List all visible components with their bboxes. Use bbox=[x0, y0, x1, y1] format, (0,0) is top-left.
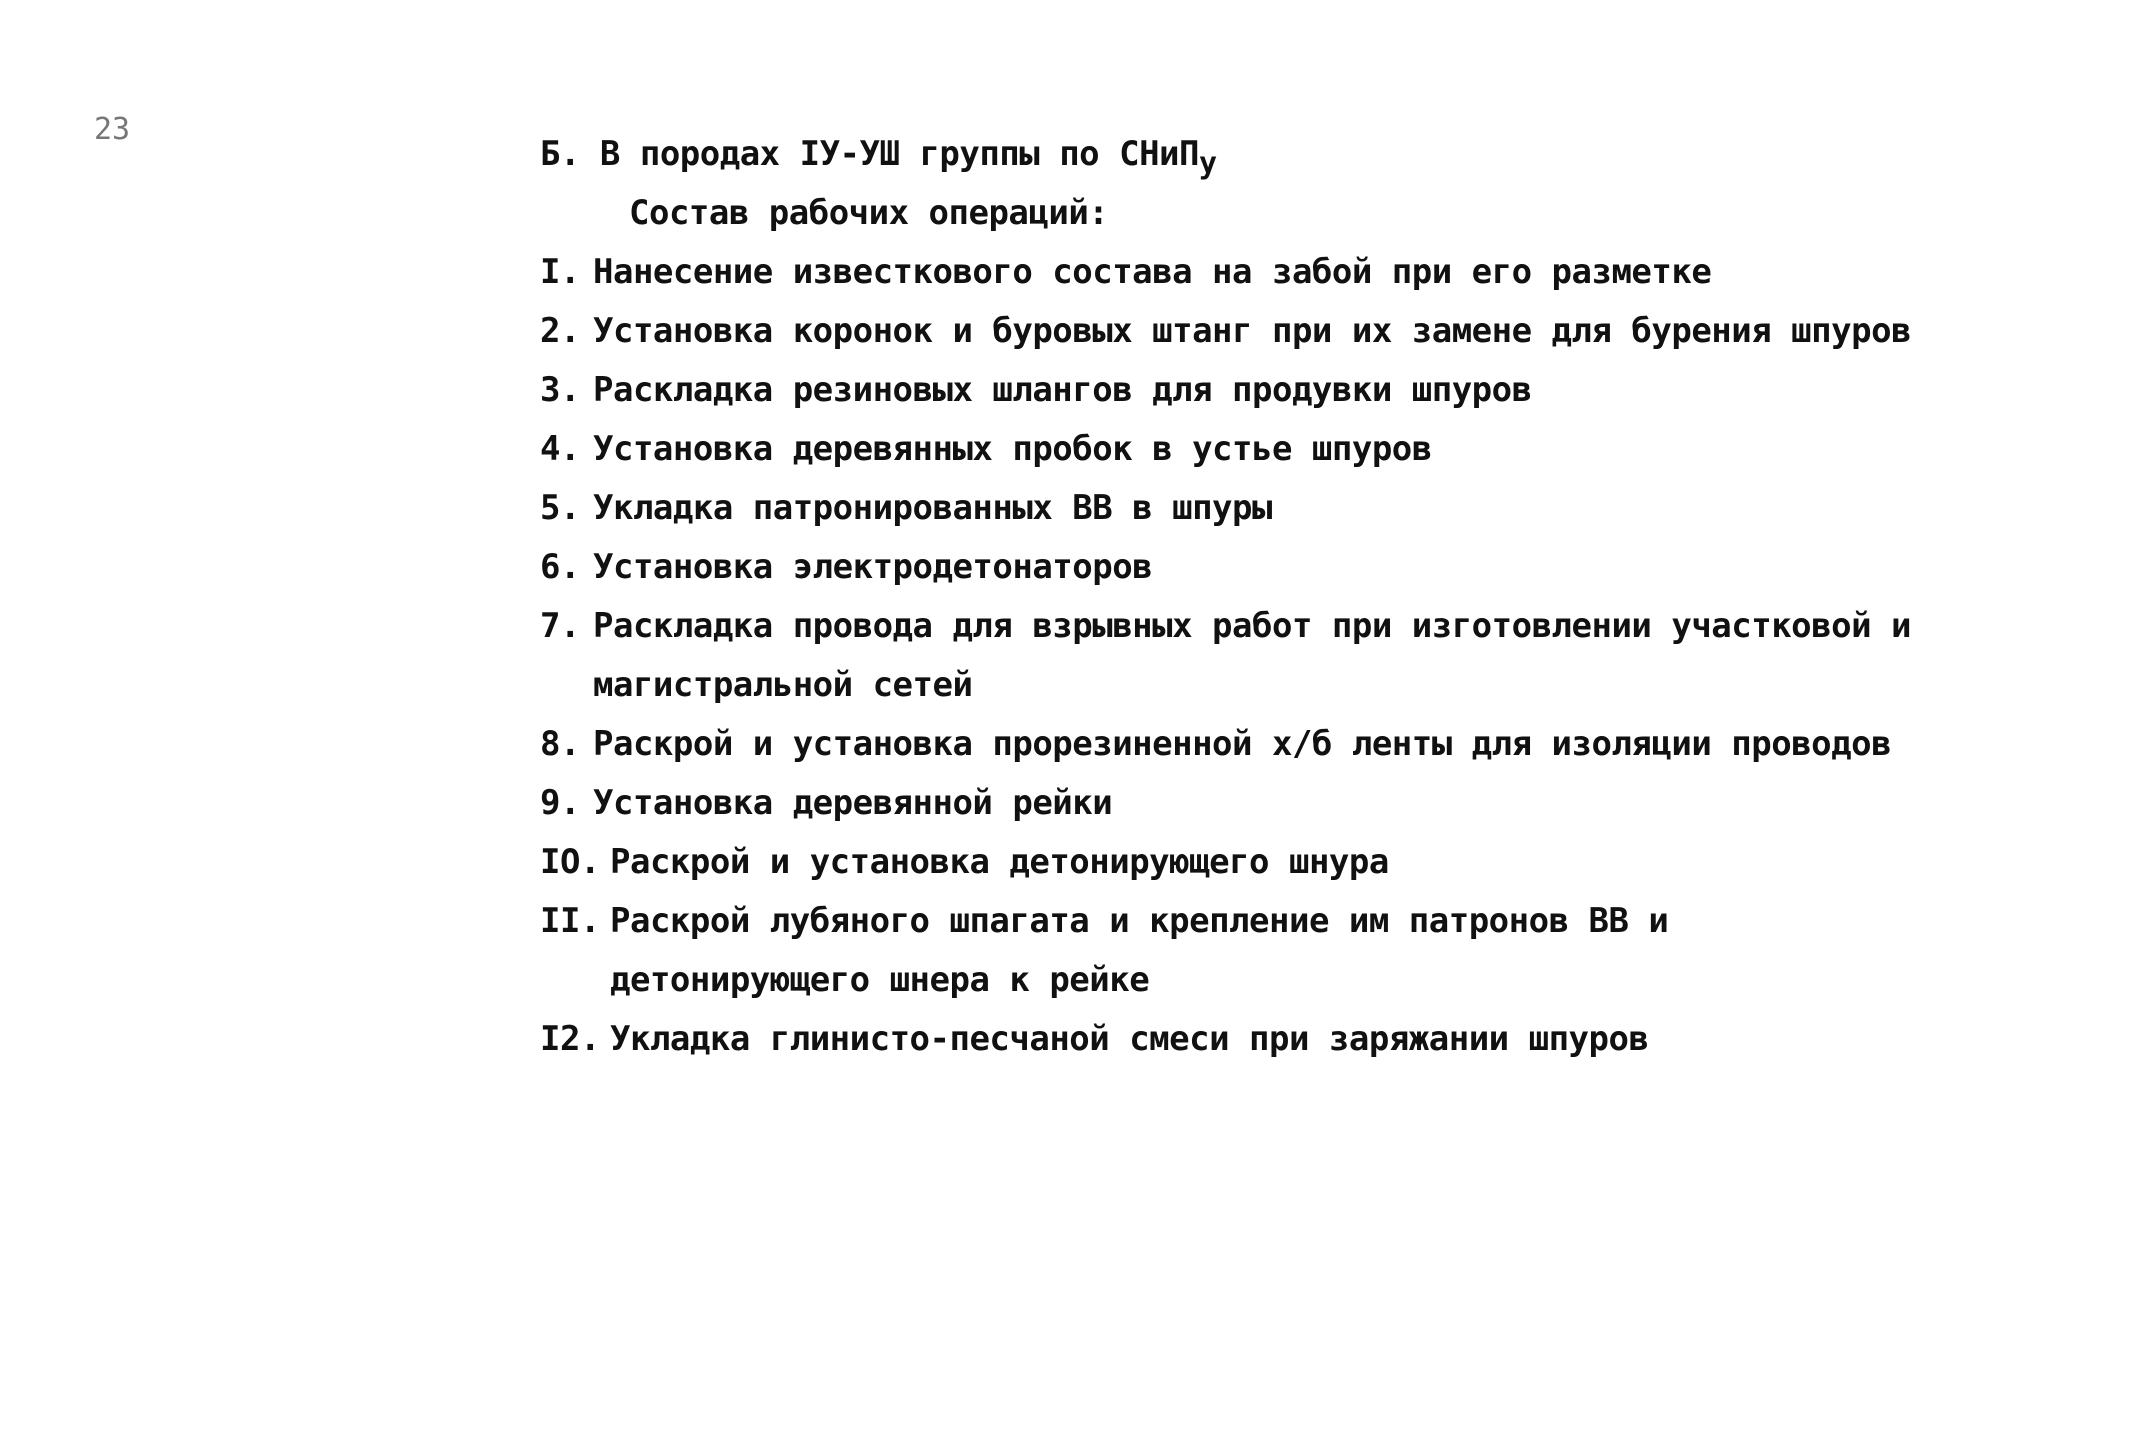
item-text: Установка коронок и буровых штанг при их замене для бурения шпуров bbox=[593, 311, 1912, 351]
item-text: Раскрой и установка прорезиненной х/б ленты для изоляции проводов bbox=[593, 724, 1892, 764]
item-number: 5. bbox=[540, 488, 580, 528]
item-text: Установка деревянной рейки bbox=[593, 783, 1113, 823]
item-text: Раскрой и установка детонирующего шнура bbox=[610, 842, 1389, 882]
item-number: 2. bbox=[540, 311, 580, 351]
list-item bbox=[540, 892, 2100, 951]
item-number: 4. bbox=[540, 429, 580, 469]
list-item bbox=[540, 833, 2100, 892]
item-text: Установка электродетонаторов bbox=[593, 547, 1153, 587]
item-text: Установка деревянных пробок в устье шпуров bbox=[593, 429, 1432, 469]
item-continuation: детонирующего шнера к рейке bbox=[610, 960, 1150, 1000]
section-title-text: Б. В породах IУ-УШ группы по СНиП bbox=[540, 134, 1200, 174]
item-number: 6. bbox=[540, 547, 580, 587]
list-item bbox=[540, 361, 2100, 420]
section-title-subscript: у bbox=[1199, 146, 1217, 181]
list-item bbox=[540, 538, 2100, 597]
item-text: Укладка глинисто-песчаной смеси при заряжании шпуров bbox=[610, 1019, 1649, 1059]
list-item bbox=[540, 597, 2100, 656]
page-number: 23 bbox=[94, 112, 131, 147]
item-number: 7. bbox=[540, 606, 580, 646]
item-text: Раскладка провода для взрывных работ при изготовлении участковой и bbox=[593, 606, 1912, 646]
item-continuation: магистральной сетей bbox=[593, 665, 973, 705]
document-body bbox=[540, 125, 2100, 1069]
list-item bbox=[540, 774, 2100, 833]
item-text: Нанесение известкового состава на забой при его разметке bbox=[593, 252, 1712, 292]
item-number: 9. bbox=[540, 783, 580, 823]
section-title bbox=[540, 125, 2100, 184]
list-item bbox=[540, 420, 2100, 479]
list-item bbox=[540, 479, 2100, 538]
item-text: Раскладка резиновых шлангов для продувки шпуров bbox=[593, 370, 1532, 410]
list-item bbox=[540, 243, 2100, 302]
list-item bbox=[540, 715, 2100, 774]
item-text: Укладка патронированных ВВ в шпуры bbox=[593, 488, 1272, 528]
item-number: I. bbox=[540, 252, 580, 292]
item-number: II. bbox=[540, 901, 600, 941]
item-number: 3. bbox=[540, 370, 580, 410]
item-number: 8. bbox=[540, 724, 580, 764]
item-number: I2. bbox=[540, 1019, 600, 1059]
item-number: IO. bbox=[540, 842, 600, 882]
list-item bbox=[540, 1010, 2100, 1069]
operations-subheading: Состав рабочих операций: bbox=[629, 193, 1109, 233]
item-text: Раскрой лубяного шпагата и крепление им патронов ВВ и bbox=[610, 901, 1669, 941]
list-item bbox=[540, 302, 2100, 361]
